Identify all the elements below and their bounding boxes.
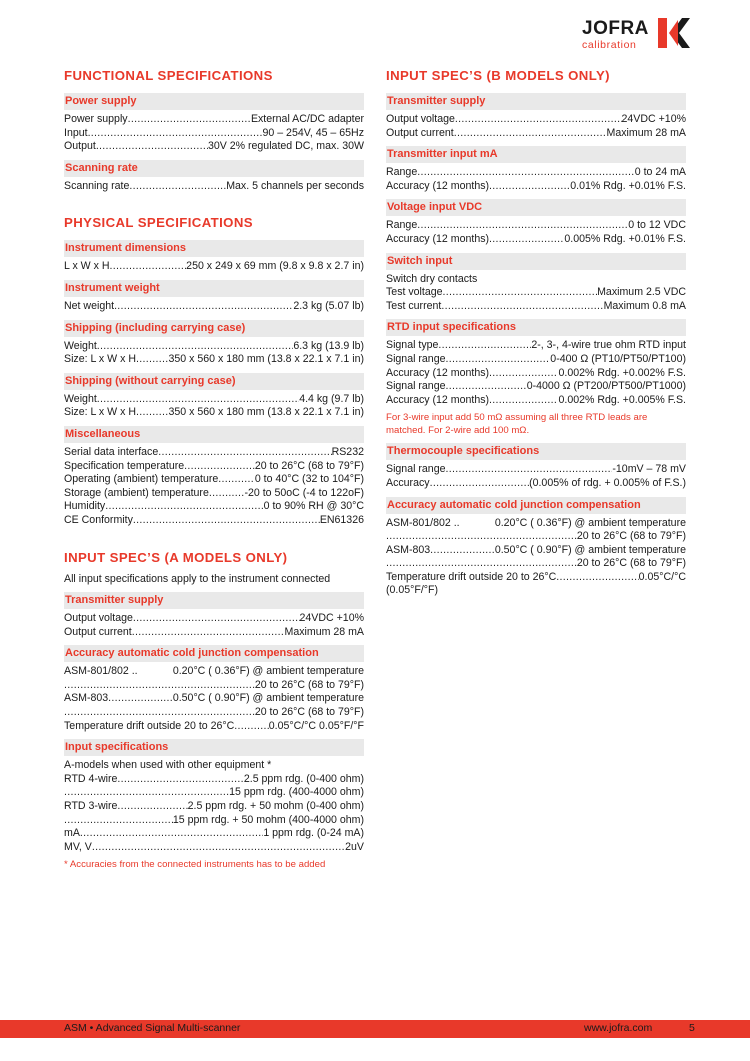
subsection-heading: Instrument dimensions [64,240,364,257]
dot-leader [209,487,245,501]
dot-leader [64,679,255,693]
spec-note: * Accuracies from the connected instruments has to be added [64,859,326,871]
weight-group [64,280,364,314]
spec-line [386,180,686,194]
spec-note: For 3-wire input add 50 mΩ assuming all three RTD leads are matched. For 2-wire add 100 mΩ. [386,412,648,437]
spec-value: 1 ppm rdg. (0-24 mA) [263,827,364,840]
right-column [386,68,686,604]
dot-leader [97,340,294,354]
subsection-heading: Thermocouple specifications [386,443,686,460]
spec-value: 2-, 3-, 4-wire true ohm RTD input [531,339,686,352]
subsection-heading: Transmitter supply [386,93,686,110]
dot-leader [80,827,263,841]
footer-product: ASM • Advanced Signal Multi-scanner [64,1022,241,1034]
subsection-heading: Instrument weight [64,280,364,297]
shipping-nocase-group [64,373,364,420]
spec-value: 0.05°C/°C [638,570,686,583]
dot-leader [97,393,299,407]
spec-line [386,300,686,314]
spec-line [64,626,364,640]
subsection-heading: Power supply [64,93,364,110]
spec-key: RTD 4-wire [64,772,118,785]
dot-leader [128,113,251,127]
spec-line [64,500,364,514]
spec-line [386,463,686,477]
dot-leader [108,692,173,706]
spec-value: EN61326 [319,513,364,526]
spec-key: Output current [386,126,454,139]
dot-leader [446,463,613,477]
spec-value: 20 to 26°C (68 to 79°F) [254,678,364,691]
spec-line [386,517,686,531]
input-b-title: INPUT SPEC’S (B MODELS ONLY) [386,68,610,83]
dot-leader [64,706,255,720]
spec-key: RTD 3-wire [64,800,118,813]
subsection-heading: Shipping (including carrying case) [64,320,364,337]
spec-key: Signal type [386,339,439,352]
dot-leader [129,180,226,194]
spec-value: 20 to 26°C (68 to 79°F) [254,459,364,472]
spec-value: 0.50°C ( 0.90°F) @ ambient temperature [494,543,686,556]
dot-leader [454,127,607,141]
spec-key: Operating (ambient) temperature [64,473,219,486]
subsection-heading: Accuracy automatic cold junction compensation [386,497,686,514]
spec-line [64,720,364,734]
dot-leader [117,773,244,787]
jofra-logo [582,18,692,51]
spec-line [64,514,364,528]
spec-key: Accuracy (12 months) [386,232,490,245]
spec-value: 350 x 560 x 180 mm (13.8 x 22.1 x 7.1 in) [168,406,364,419]
spec-value: 0.01% Rdg. +0.01% F.S. [570,179,686,192]
spec-value: 2uV [345,840,364,853]
subsection-heading: Switch input [386,253,686,270]
spec-value: 30V 2% regulated DC, max. 30W [207,140,364,153]
spec-line [64,800,364,814]
spec-value: 24VDC +10% [621,113,686,125]
dot-leader [441,300,603,314]
switch-group [386,253,686,314]
subsection-heading: Shipping (without carrying case) [64,373,364,390]
spec-value: Maximum 0.8 mA [603,299,686,312]
spec-key: Output voltage [64,612,133,625]
dot-leader [64,786,229,800]
page-number: 5 [689,1022,695,1034]
spec-line [64,446,364,460]
spec-key: Test current [386,299,442,312]
spec-key: Signal range [386,352,446,365]
spec-line [386,233,686,247]
spec-value: 0 to 12 VDC [628,219,686,232]
spec-key: Specification temperature [64,459,185,472]
thermocouple-group [386,443,686,490]
spec-value: 2.5 ppm rdg. (0-400 ohm) [243,772,364,785]
subsection-heading: Transmitter input mA [386,146,686,163]
spec-key: Accuracy (12 months) [386,393,490,406]
spec-line [64,773,364,787]
spec-key: Output voltage [386,113,455,125]
dot-leader [443,286,598,300]
spec-line [64,260,364,274]
dot-leader [386,530,577,544]
spec-line [386,477,686,491]
dot-leader [105,500,263,514]
spec-key: ASM-801/802 .. [64,665,138,678]
spec-key: Net weight [64,299,115,312]
dot-leader [489,180,570,194]
spec-value: Max. 5 channels per seconds [226,179,364,192]
spec-line [64,827,364,841]
spec-line [64,300,364,314]
spec-line [64,706,364,720]
spec-key: Scanning rate [64,179,130,192]
dot-leader [489,367,558,381]
spec-value: 6.3 kg (13.9 lb) [293,339,364,352]
dot-leader [430,544,495,558]
spec-key: Input [64,126,88,139]
spec-value: Maximum 28 mA [606,126,686,139]
spec-value: 2.5 ppm rdg. + 50 mohm (0-400 ohm) [187,800,364,813]
spec-value: Maximum 2.5 VDC [597,286,686,299]
spec-value: 250 x 249 x 69 mm (9.8 x 9.8 x 2.7 in) [186,260,364,273]
voltage-group [386,199,686,246]
spec-value: -10mV – 78 mV [612,463,686,476]
spec-line [386,339,686,353]
dot-leader [133,514,320,528]
spec-key: Range [386,219,418,232]
dot-leader [430,477,529,491]
page-footer [0,1020,750,1038]
dot-leader [455,113,622,127]
dot-leader [88,127,263,141]
logo-k-mark-icon [658,18,690,48]
spec-key: mA [64,827,80,840]
spec-line [386,113,686,127]
spec-line [64,353,364,367]
input-a-intro: All input specifications apply to the instrument connected [64,572,331,585]
spec-value: (0.005% of rdg. + 0.005% of F.S.) [529,476,686,489]
left-column [64,68,364,877]
spec-line [64,665,364,679]
spec-key: Temperature drift outside 20 to 26°C [64,719,235,732]
rtd-group [386,319,686,437]
spec-line [386,127,686,141]
spec-tail: (0.05°F/°F) [386,584,439,597]
dot-leader [132,626,285,640]
spec-key: Weight [64,392,97,405]
spec-value: -20 to 50oC (-4 to 122oF) [244,486,364,499]
spec-line [64,340,364,354]
power-supply-group [64,93,364,154]
dot-leader [64,814,173,828]
spec-value: 20 to 26°C (68 to 79°F) [576,530,686,543]
subsection-heading: Transmitter supply [64,592,364,609]
spec-line [64,140,364,154]
spec-value: 2.3 kg (5.07 lb) [293,299,364,312]
subsection-heading: Miscellaneous [64,426,364,443]
spec-key: Size: L x W x H [64,406,137,419]
spec-key: Temperature drift outside 20 to 26°C [386,570,557,583]
subsection-heading: Accuracy automatic cold junction compensation [64,645,364,662]
dot-leader [114,300,293,314]
spec-line [64,406,364,420]
spec-line [386,544,686,558]
logo-subtitle: calibration [582,39,637,51]
dot-leader [184,460,255,474]
misc-group [64,426,364,528]
dot-leader [489,233,564,247]
transmitter-a-group [64,592,364,639]
spec-line [64,814,364,828]
spec-key: Signal range [386,380,446,393]
spec-key: Serial data interface [64,445,159,458]
spec-value: 0 to 24 mA [634,166,686,179]
dimensions-group [64,240,364,274]
spec-line [64,786,364,800]
dot-leader [136,353,168,367]
spec-key: ASM-803 [64,692,109,705]
spec-key: Output [64,140,96,153]
spec-value: 15 ppm rdg. (400-4000 ohm) [229,786,364,799]
subsection-heading: Scanning rate [64,160,364,177]
spec-line [64,127,364,141]
cjc-b-group [386,497,686,599]
logo-brand: JOFRA [582,18,649,39]
dot-leader [158,446,331,460]
spec-value: 0.002% Rdg. +0.002% F.S. [558,366,686,379]
spec-value: 20 to 26°C (68 to 79°F) [254,706,364,719]
spec-key: Output current [64,625,132,638]
dot-leader [136,406,168,420]
spec-line [64,841,364,855]
spec-value: 0 to 90% RH @ 30°C [263,500,364,513]
spec-key: Humidity [64,500,106,513]
cjc-a-group [64,645,364,733]
spec-value: External AC/DC adapter [250,113,364,125]
dot-leader [110,260,187,274]
spec-value: 0.20°C ( 0.36°F) @ ambient temperature [172,665,364,678]
dot-leader [96,140,208,154]
spec-key: Power supply [64,113,128,125]
spec-line [64,113,364,127]
spec-value: Maximum 28 mA [284,625,364,638]
spec-key: Weight [64,339,97,352]
dot-leader [386,557,577,571]
spec-line [64,692,364,706]
physical-specs-title: PHYSICAL SPECIFICATIONS [64,215,253,231]
dot-leader [446,353,551,367]
spec-line [386,367,686,381]
spec-line [386,380,686,394]
spec-value: 0.005% Rdg. +0.01% F.S. [564,232,686,245]
spec-key: Storage (ambient) temperature [64,486,209,499]
footer-url-link[interactable]: www.jofra.com [584,1022,653,1034]
spec-value: 0 to 40°C (32 to 104°F) [254,473,364,486]
subsection-heading: RTD input specifications [386,319,686,336]
spec-value: 350 x 560 x 180 mm (13.8 x 22.1 x 7.1 in) [168,353,364,366]
dot-leader [92,841,345,855]
spec-line [386,286,686,300]
spec-value: 20 to 26°C (68 to 79°F) [576,557,686,570]
dot-leader [218,473,255,487]
spec-value: 0-400 Ω (PT10/PT50/PT100) [550,352,686,365]
subsection-intro: A-models when used with other equipment * [64,759,272,772]
dot-leader [417,219,628,233]
spec-line [64,487,364,501]
shipping-case-group [64,320,364,367]
input-a-title: INPUT SPEC’S (A MODELS ONLY) [64,549,288,565]
dot-leader [460,517,495,531]
spec-key: Range [386,166,418,179]
spec-value: 0-4000 Ω (PT200/PT500/PT1000) [526,380,686,393]
spec-line [386,166,686,180]
dot-leader [417,166,635,180]
spec-line [64,473,364,487]
subsection-heading: Voltage input VDC [386,199,686,216]
dot-leader [234,720,268,734]
spec-line [64,679,364,693]
spec-value: 90 – 254V, 45 – 65Hz [262,126,364,139]
functional-specs-title: FUNCTIONAL SPECIFICATIONS [64,68,273,83]
dot-leader [438,339,531,353]
spec-line [64,393,364,407]
dot-leader [489,394,558,408]
spec-key: MV, V [64,840,92,853]
dot-leader [117,800,187,814]
scanning-rate-group [64,160,364,194]
spec-key: ASM-803 [386,543,431,556]
spec-line [64,460,364,474]
spec-line [386,219,686,233]
spec-key: ASM-801/802 .. [386,516,460,529]
dot-leader [446,380,527,394]
spec-value: 0.50°C ( 0.90°F) @ ambient temperature [172,692,364,705]
spec-value: 15 ppm rdg. + 50 mohm (400-4000 ohm) [172,813,364,826]
subsection-heading: Input specifications [64,739,364,756]
spec-value: 0.20°C ( 0.36°F) @ ambient temperature [494,516,686,529]
spec-key: Accuracy (12 months) [386,179,490,192]
spec-line [64,180,364,194]
spec-line [386,353,686,367]
dot-leader [133,612,300,626]
spec-key: CE Conformity [64,513,133,526]
spec-value: 24VDC +10% [299,612,364,625]
spec-value: 4.4 kg (9.7 lb) [299,392,364,405]
spec-key: Test voltage [386,286,443,299]
subsection-intro: Switch dry contacts [386,272,478,285]
transmitter-b-group [386,93,686,140]
spec-value: RS232 [331,445,364,458]
spec-line [64,612,364,626]
dot-leader [556,571,638,585]
dot-leader [138,665,173,679]
spec-key: Accuracy (12 months) [386,366,490,379]
spec-line [386,571,686,585]
spec-key: Size: L x W x H [64,353,137,366]
input-ma-group [386,146,686,193]
spec-key: Accuracy [386,476,430,489]
spec-value: 0.05°C/°C 0.05°F/°F [268,719,364,732]
spec-line [386,394,686,408]
spec-line [386,557,686,571]
input-specs-group [64,739,364,871]
spec-value: 0.002% Rdg. +0.005% F.S. [558,393,686,406]
spec-key: L x W x H [64,260,110,273]
spec-key: Signal range [386,463,446,476]
spec-line [386,530,686,544]
